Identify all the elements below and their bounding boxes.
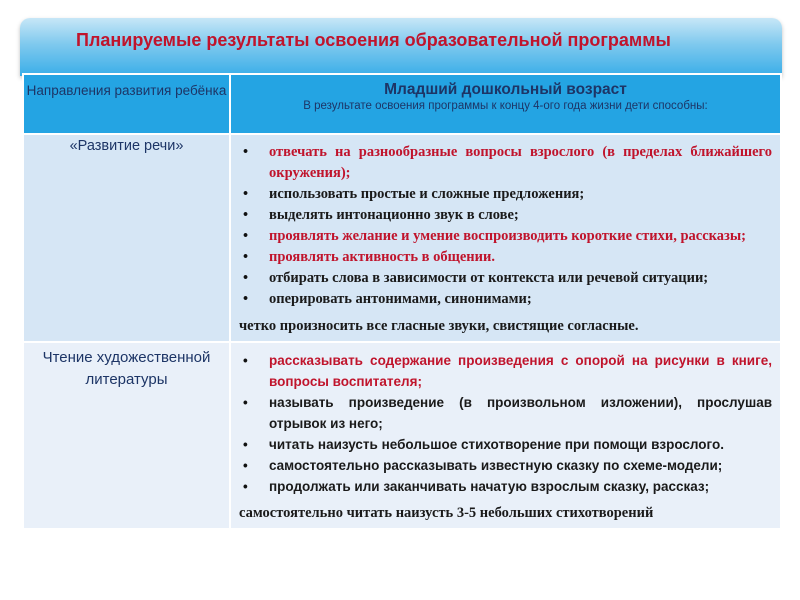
results-cell: [230, 134, 781, 342]
list-tail-text: четко произносить все гласные звуки, свистящие согласные.: [239, 318, 639, 334]
results-cell: [230, 342, 781, 529]
header-age-title: Младший дошкольный возраст: [384, 81, 627, 98]
list-tail-text: самостоятельно читать наизусть 3-5 небольших стихотворений: [239, 505, 654, 521]
list-item: • проявлять желание и умение воспроизводить короткие стихи, рассказы;: [239, 226, 772, 247]
table-row: [23, 342, 781, 529]
list-item: • продолжать или заканчивать начатую взрослым сказку, рассказ;: [239, 476, 772, 497]
table-header-row: [23, 74, 781, 134]
table-row: [23, 134, 781, 342]
header-age-subtitle: В результате освоения программы к концу 4-ого года жизни дети способны:: [303, 100, 708, 112]
results-table: [22, 73, 782, 530]
list-item: • использовать простые и сложные предложения;: [239, 184, 772, 205]
list-item: • отбирать слова в зависимости от контекста или речевой ситуации;: [239, 268, 772, 289]
list-item: • читать наизусть небольшое стихотворение при помощи взрослого.: [239, 434, 772, 455]
results-list: [231, 343, 780, 503]
title-banner: [20, 18, 782, 76]
header-age: [230, 74, 781, 134]
list-item: • рассказывать содержание произведения с опорой на рисунки в книге, вопросы воспитателя;: [239, 350, 772, 392]
page-title: Планируемые результаты освоения образовательной программы: [76, 30, 671, 50]
list-item: • называть произведение (в произвольном изложении), прослушав отрывок из него;: [239, 392, 772, 434]
results-list: [231, 135, 780, 316]
list-item: • оперировать антонимами, синонимами;: [239, 289, 772, 310]
category-reading: Чтение художественной литературы: [23, 342, 230, 529]
list-item: • самостоятельно рассказывать известную сказку по схеме-модели;: [239, 455, 772, 476]
list-item: • выделять интонационно звук в слове;: [239, 205, 772, 226]
list-item: • отвечать на разнообразные вопросы взрослого (в пределах ближайшего окружения);: [239, 142, 772, 184]
category-speech: «Развитие речи»: [23, 134, 230, 342]
list-item: • проявлять активность в общении.: [239, 247, 772, 268]
header-direction: Направления развития ребёнка: [23, 74, 230, 134]
